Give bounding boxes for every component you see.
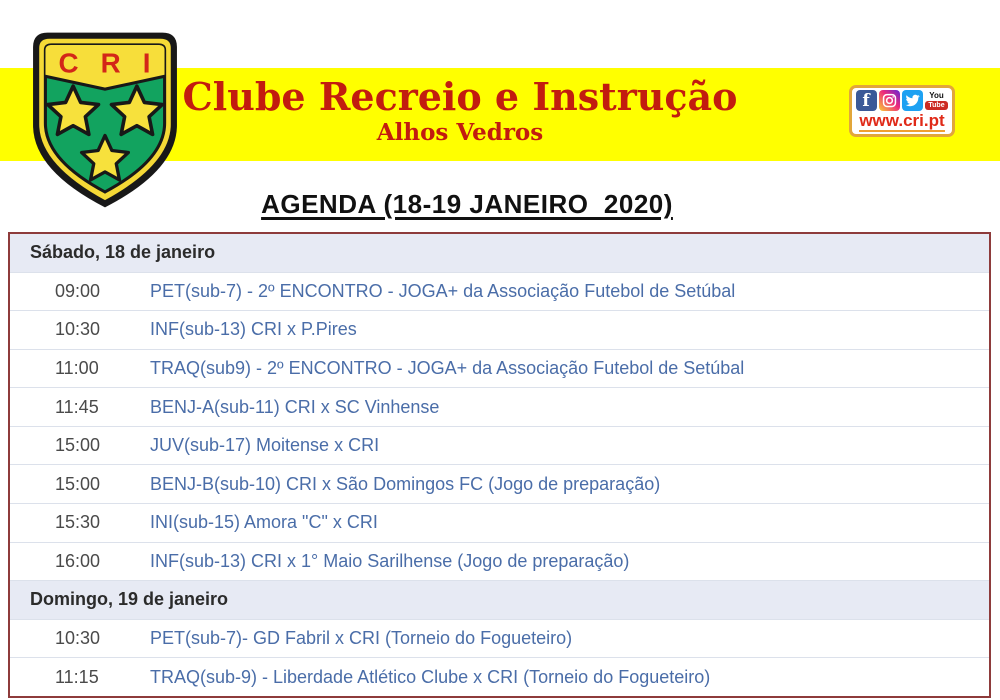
row-description: PET(sub-7) - 2º ENCONTRO - JOGA+ da Associação Futebol de Setúbal xyxy=(150,280,736,301)
row-time: 15:00 xyxy=(55,435,101,456)
club-crest-logo xyxy=(31,30,179,210)
table-row xyxy=(10,658,989,696)
section-header-row xyxy=(10,234,989,273)
row-time: 11:00 xyxy=(55,358,99,379)
agenda-table xyxy=(8,232,991,698)
table-row xyxy=(10,273,989,312)
row-description: BENJ-A(sub-11) CRI x SC Vinhense xyxy=(150,396,440,417)
youtube-icon[interactable] xyxy=(925,90,949,111)
row-description: INI(sub-15) Amora "C" x CRI xyxy=(150,512,378,533)
social-media-box xyxy=(849,85,955,137)
table-row xyxy=(10,388,989,427)
table-row xyxy=(10,504,989,543)
table-row xyxy=(10,465,989,504)
table-row xyxy=(10,311,989,350)
crest-initials: C R I xyxy=(58,47,158,79)
row-description: INF(sub-13) CRI x 1° Maio Sarilhense (Jogo de preparação) xyxy=(150,550,630,571)
row-description: BENJ-B(sub-10) CRI x São Domingos FC (Jogo de preparação) xyxy=(150,473,661,494)
club-name: Clube Recreio e Instrução xyxy=(182,74,738,119)
facebook-icon[interactable]: f xyxy=(856,90,877,111)
row-time: 10:30 xyxy=(55,628,101,649)
row-description: TRAQ(sub9) - 2º ENCONTRO - JOGA+ da Associação Futebol de Setúbal xyxy=(150,358,745,379)
section-header-row xyxy=(10,581,989,620)
club-location: Alhos Vedros xyxy=(376,119,544,146)
row-time: 09:00 xyxy=(55,280,101,301)
section-label: Sábado, 18 de janeiro xyxy=(30,242,216,263)
social-icons-row xyxy=(856,90,949,111)
table-row xyxy=(10,350,989,389)
row-time: 11:45 xyxy=(55,396,99,417)
row-description: INF(sub-13) CRI x P.Pires xyxy=(150,319,357,340)
row-time: 15:00 xyxy=(55,473,101,494)
row-description: JUV(sub-17) Moitense x CRI xyxy=(150,435,380,456)
youtube-you-text: You xyxy=(929,90,944,100)
youtube-tube-badge: Tube xyxy=(925,101,947,110)
row-description: TRAQ(sub-9) - Liberdade Atlético Clube x CRI (Torneio do Fogueteiro) xyxy=(150,666,711,687)
row-time: 11:15 xyxy=(55,666,99,687)
table-row xyxy=(10,620,989,659)
row-description: PET(sub-7)- GD Fabril x CRI (Torneio do Fogueteiro) xyxy=(150,628,573,649)
row-time: 10:30 xyxy=(55,319,101,340)
club-title-block xyxy=(180,76,740,146)
section-label: Domingo, 19 de janeiro xyxy=(30,589,229,610)
row-time: 15:30 xyxy=(55,512,101,533)
row-time: 16:00 xyxy=(55,550,101,571)
instagram-icon[interactable] xyxy=(879,90,900,111)
website-link[interactable]: www.cri.pt xyxy=(859,111,945,130)
twitter-icon[interactable] xyxy=(902,90,923,111)
table-row xyxy=(10,427,989,466)
agenda-title: AGENDA (18-19 JANEIRO 2020) xyxy=(261,189,673,219)
table-row xyxy=(10,543,989,582)
